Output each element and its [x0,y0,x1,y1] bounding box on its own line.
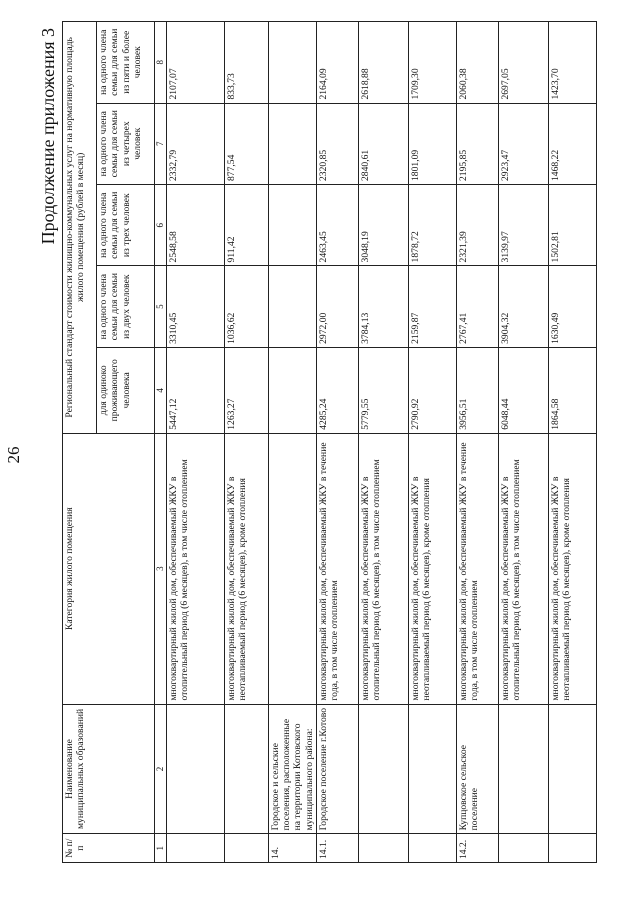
appendix-continuation-title: Продолжение приложения 3 [38,28,58,245]
value-two: 3904,32 [498,266,548,347]
table-row [316,22,358,863]
row-number [408,834,456,863]
value-two [268,266,316,347]
value-five-plus: 1423,70 [548,22,596,104]
value-three: 2548,58 [166,184,224,265]
value-four: 877,54 [224,103,268,184]
header-family-of-five-plus: на одного члена семьи для семьи из пяти и более человек [97,22,155,104]
value-single: 3956,51 [456,347,498,433]
row-number [224,834,268,863]
header-column-numbers [155,22,167,863]
table-row [408,22,456,863]
table-row [268,22,316,863]
column-number: 3 [155,433,167,704]
value-five-plus: 2697,05 [498,22,548,104]
row-municipality: Городское и сельские поселения, расположенные на территории Котовского муниципального района: [268,704,316,834]
value-two: 3310,45 [166,266,224,347]
row-category [268,433,316,704]
value-three: 3048,19 [358,184,408,265]
column-number: 4 [155,347,167,433]
header-single-person: для одиноко проживающего человека [97,347,155,433]
value-single: 5447,12 [166,347,224,433]
table-row [358,22,408,863]
value-four: 1801,09 [408,103,456,184]
value-single [268,347,316,433]
value-four [268,103,316,184]
header-family-of-two: на одного члена семьи для семьи из двух человек [97,266,155,347]
value-five-plus: 2107,07 [166,22,224,104]
header-family-of-four: на одного члена семьи для семьи из четырех человек [97,103,155,184]
row-number [166,834,224,863]
row-municipality: Купцовское сельское поселение [456,704,498,834]
value-single: 1864,58 [548,347,596,433]
value-single: 4285,24 [316,347,358,433]
header-number: № п/п [63,834,155,863]
table-row [224,22,268,863]
value-single: 2790,92 [408,347,456,433]
column-number: 2 [155,704,167,834]
row-category: многоквартирный жилой дом, обеспечиваемый ЖКУ в отопительный период (6 месяцев), в том числе отоплением [498,433,548,704]
value-four: 2840,61 [358,103,408,184]
value-two: 3784,13 [358,266,408,347]
column-number: 8 [155,22,167,104]
row-number [548,834,596,863]
value-two: 1036,62 [224,266,268,347]
table-row [498,22,548,863]
value-five-plus: 2164,09 [316,22,358,104]
row-category: многоквартирный жилой дом, обеспечиваемый ЖКУ в неотапливаемый период (6 месяцев), кроме отопления [408,433,456,704]
row-municipality [224,704,268,834]
header-category: Категория жилого помещения [63,433,155,704]
value-four: 2332,79 [166,103,224,184]
header-regional-standard: Региональный стандарт стоимости жилищно-коммунальных услуг на нормативную площадь жилого помещения (рублей в месяц) [63,22,97,434]
value-two: 2767,41 [456,266,498,347]
header-family-of-three: на одного члена семьи для семьи из трех человек [97,184,155,265]
column-number: 6 [155,184,167,265]
value-three: 2321,39 [456,184,498,265]
value-two: 2972,00 [316,266,358,347]
column-number: 1 [155,834,167,863]
value-three [268,184,316,265]
table-row [548,22,596,863]
row-number: 14.1. [316,834,358,863]
row-municipality [358,704,408,834]
value-five-plus: 833,73 [224,22,268,104]
value-three: 3139,97 [498,184,548,265]
value-four: 2195,85 [456,103,498,184]
row-number: 14.2. [456,834,498,863]
value-four: 2320,85 [316,103,358,184]
column-number: 7 [155,103,167,184]
row-municipality [408,704,456,834]
value-three: 2463,45 [316,184,358,265]
row-municipality [548,704,596,834]
row-category: многоквартирный жилой дом, обеспечиваемый ЖКУ в неотапливаемый период (6 месяцев), кроме отопления [224,433,268,704]
value-four: 1468,22 [548,103,596,184]
value-single: 5779,55 [358,347,408,433]
housing-cost-standard-table [62,21,597,863]
row-municipality [166,704,224,834]
value-five-plus: 2060,38 [456,22,498,104]
table-row [166,22,224,863]
value-three: 911,42 [224,184,268,265]
row-category: многоквартирный жилой дом, обеспечиваемый ЖКУ в течение года, в том числе отоплением [456,433,498,704]
value-four: 2923,47 [498,103,548,184]
row-number [498,834,548,863]
row-category: многоквартирный жилой дом, обеспечиваемый ЖКУ в течение года, в том числе отоплением [316,433,358,704]
value-single: 6048,44 [498,347,548,433]
table-row [456,22,498,863]
row-number: 14. [268,834,316,863]
value-five-plus: 2618,88 [358,22,408,104]
row-municipality: Городское поселение г.Котово [316,704,358,834]
value-single: 1263,27 [224,347,268,433]
value-five-plus: 1709,30 [408,22,456,104]
row-category: многоквартирный жилой дом, обеспечиваемый ЖКУ в неотапливаемый период (6 месяцев), кроме отопления [548,433,596,704]
value-three: 1878,72 [408,184,456,265]
row-category: многоквартирный жилой дом, обеспечиваемый ЖКУ в отопительный период (6 месяцев), в том числе отоплением [358,433,408,704]
value-two: 2159,87 [408,266,456,347]
row-number [358,834,408,863]
column-number: 5 [155,266,167,347]
value-three: 1502,81 [548,184,596,265]
row-municipality [498,704,548,834]
value-five-plus [268,22,316,104]
value-two: 1630,49 [548,266,596,347]
header-municipality: Наименование муниципальных образований [63,704,155,834]
row-category: многоквартирный жилой дом, обеспечиваемый ЖКУ в отопительный период (6 месяцев), в том числе отоплением [166,433,224,704]
page-number: 26 [4,446,23,464]
